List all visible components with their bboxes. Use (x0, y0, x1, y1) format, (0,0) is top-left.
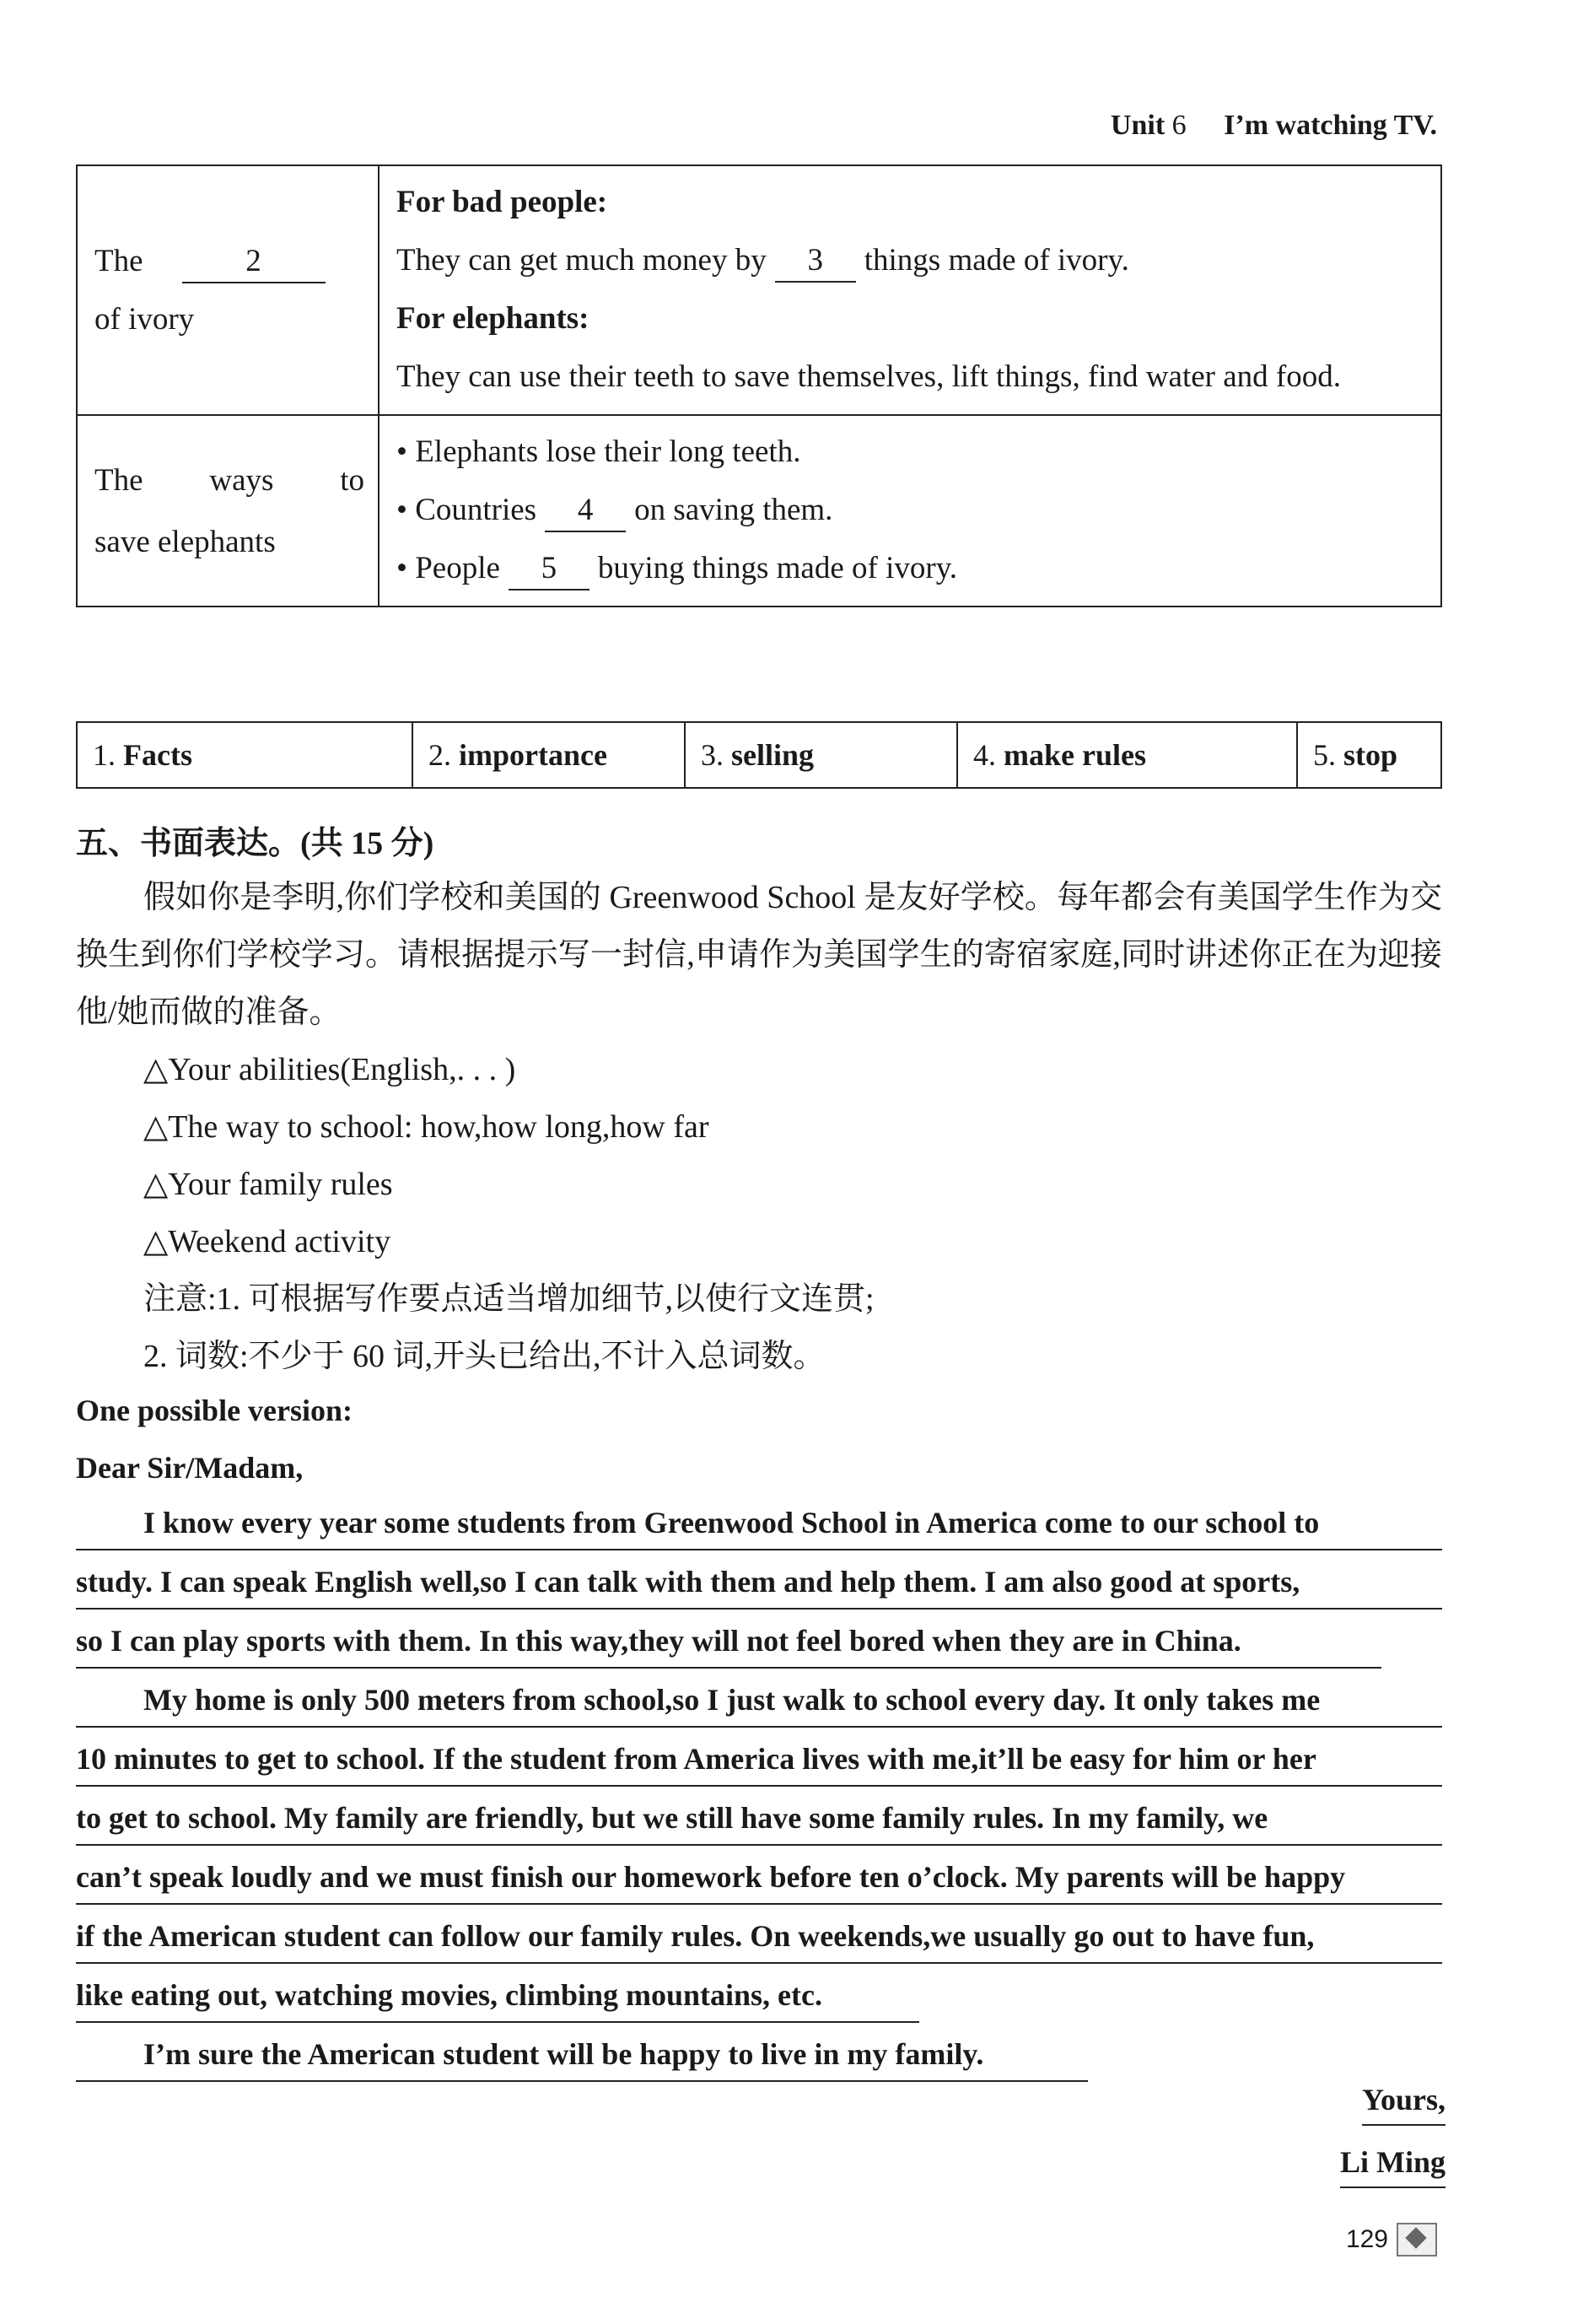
answer-cell: 3. selling (685, 722, 957, 788)
prompt-intro: 假如你是李明,你们学校和美国的 Greenwood School 是友好学校。每年都会有美国学生作为交换生到你们学校学习。请根据提示写一封信,申请作为美国学生的寄宿家庭,同时讲述你正在为迎接他/她而做的准备。 (76, 880, 1442, 1030)
essay-line: if the American student can follow our family rules. On weekends,we usually go out to have fun, (76, 1910, 1442, 1964)
section-title: 五、书面表达。(共 15 分) (76, 826, 434, 861)
page-header (1111, 110, 1437, 142)
blank-3: 3 (775, 240, 856, 283)
bad-people-heading: For bad people: (396, 185, 608, 219)
row-content-ways (379, 415, 1441, 607)
essay-line: 10 minutes to get to school. If the student from America lives with me,it’ll be easy for him or her (76, 1733, 1442, 1787)
row-label-ways: The ways to save elephants (77, 415, 379, 607)
essay-line: so I can play sports with them. In this way,they will not feel bored when they are in China. (76, 1615, 1381, 1669)
elephants-text: They can use their teeth to save themselves, lift things, find water and food. (396, 359, 1341, 394)
note-item: 2. 词数:不少于 60 词,开头已给出,不计入总词数。 (143, 1339, 826, 1374)
table-row (77, 415, 1441, 607)
note-item: 注意:1. 可根据写作要点适当增加细节,以使行文连贯; (143, 1281, 875, 1317)
page-number: 129 (1345, 2225, 1388, 2253)
bullet-item: • People 5 buying things made of ivory. (396, 539, 1427, 597)
table-row (77, 165, 1441, 415)
essay-line: I’m sure the American student will be happy to live in my family. (76, 2028, 1088, 2082)
bullet-item: • Elephants lose their long teeth. (396, 434, 801, 469)
answer-cell: 4. make rules (957, 722, 1297, 788)
essay-line: My home is only 500 meters from school,so I just walk to school every day. It only takes me (76, 1674, 1442, 1728)
page-footer (1346, 2223, 1437, 2257)
table-row (77, 722, 1441, 788)
letter-closing (1340, 2071, 1445, 2196)
essay-line: to get to school. My family are friendly, but we still have some family rules. In my family, we (76, 1792, 1442, 1846)
answer-cell: 1. Facts (77, 722, 412, 788)
unit-title: I’m watching TV. (1224, 110, 1437, 141)
answer-key-table (76, 721, 1442, 789)
hint-item: △The way to school: how,how long,how far (143, 1109, 709, 1145)
essay-line: I know every year some students from Greenwood School in America come to our school to (76, 1496, 1442, 1550)
answer-cell: 5. stop (1297, 722, 1441, 788)
blank-5: 5 (509, 548, 590, 590)
essay-line: like eating out, watching movies, climbing mountains, etc. (76, 1969, 919, 2023)
row-content-ivory (379, 165, 1441, 415)
bad-people-text: They can get much money by 3 things made of ivory. (396, 231, 1427, 289)
sample-essay (76, 1382, 1442, 2087)
signature: Li Ming (1340, 2138, 1445, 2188)
unit-label: Unit 6 (1110, 110, 1187, 141)
closing-word: Yours, (1362, 2075, 1445, 2126)
essay-salutation: Dear Sir/Madam, (76, 1451, 304, 1485)
blank-2: 2 (182, 241, 326, 283)
row-label-ivory: The 2 of ivory (77, 165, 379, 415)
hint-item: △Weekend activity (143, 1224, 391, 1259)
diamond-icon (1397, 2223, 1437, 2257)
essay-label: One possible version: (76, 1394, 353, 1427)
answer-cell: 2. importance (412, 722, 685, 788)
hint-item: △Your abilities(English,. . . ) (143, 1052, 516, 1087)
essay-line: can’t speak loudly and we must finish our homework before ten o’clock. My parents will be happy (76, 1851, 1442, 1905)
ivory-table (76, 164, 1442, 607)
blank-4: 4 (545, 490, 626, 532)
essay-line: study. I can speak English well,so I can talk with them and help them. I am also good at sports, (76, 1556, 1442, 1610)
hint-item: △Your family rules (143, 1167, 393, 1202)
bullet-item: • Countries 4 on saving them. (396, 481, 1427, 539)
writing-prompt (76, 869, 1442, 1385)
elephants-heading: For elephants: (396, 301, 590, 336)
